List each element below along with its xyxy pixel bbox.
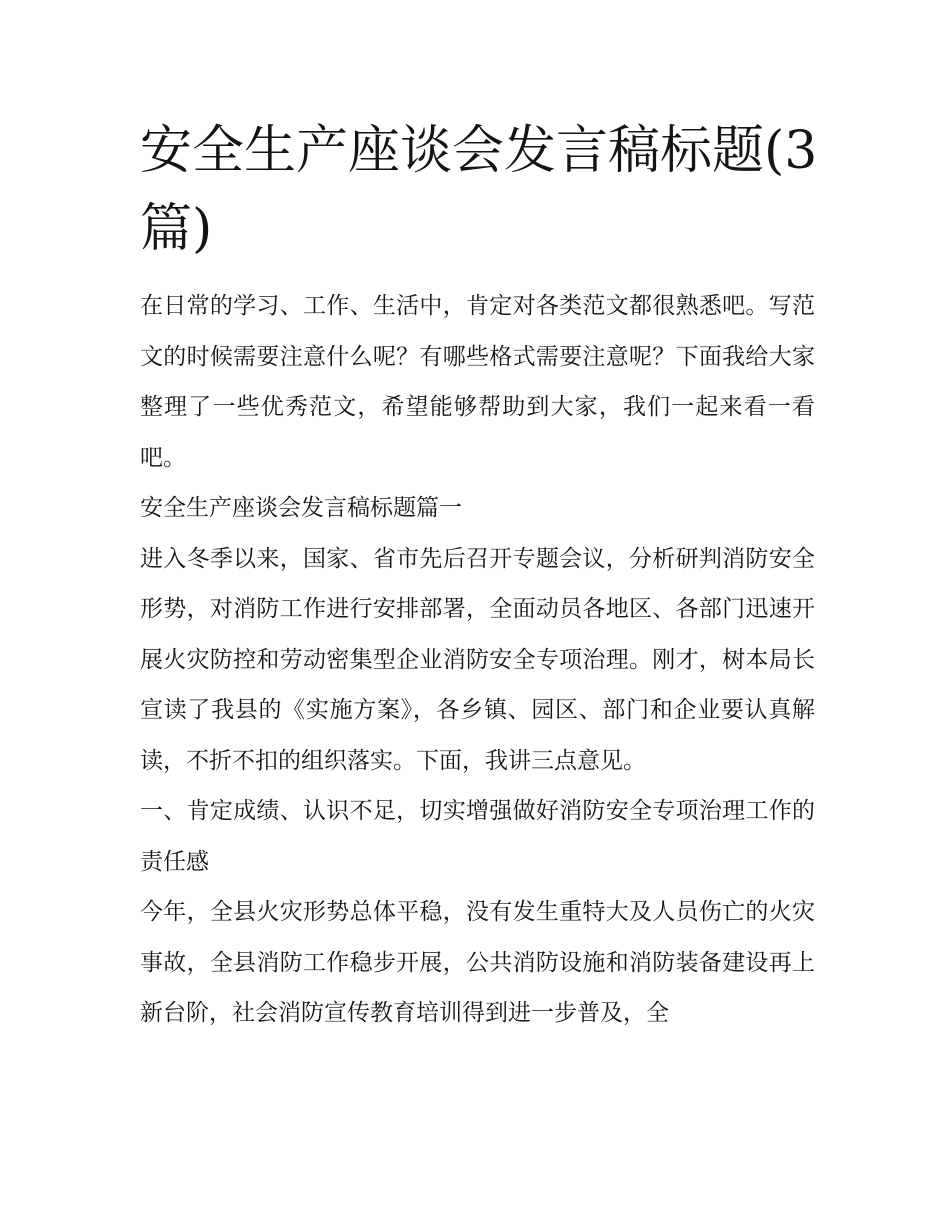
document-body (140, 281, 815, 1039)
body-paragraph: 进入冬季以来，国家、省市先后召开专题会议，分析研判消防安全形势，对消防工作进行安排部署，全面动员各地区、各部门迅速开展火灾防控和劳动密集型企业消防安全专项治理。刚才，树本局长宣读了我县的《实施方案》，各乡镇、园区、部门和企业要认真解读，不折不扣的组织落实。下面，我讲三点意见。 (140, 545, 815, 774)
body-paragraph: 今年，全县火灾形势总体平稳，没有发生重特大及人员伤亡的火灾事故，全县消防工作稳步开展，公共消防设施和消防装备建设再上新台阶，社会消防宣传教育培训得到进一步普及，全 (140, 899, 815, 1026)
section-heading: 安全生产座谈会发言稿标题篇一 (140, 495, 462, 521)
intro-paragraph: 在日常的学习、工作、生活中，肯定对各类范文都很熟悉吧。写范文的时候需要注意什么呢？有哪些格式需要注意呢？下面我给大家整理了一些优秀范文，希望能够帮助到大家，我们一起来看一看吧。 (140, 293, 815, 471)
subsection-heading: 一、肯定成绩、认识不足，切实增强做好消防安全专项治理工作的责任感 (140, 798, 815, 875)
document-title: 安全生产座谈会发言稿标题(3篇) (140, 121, 818, 259)
